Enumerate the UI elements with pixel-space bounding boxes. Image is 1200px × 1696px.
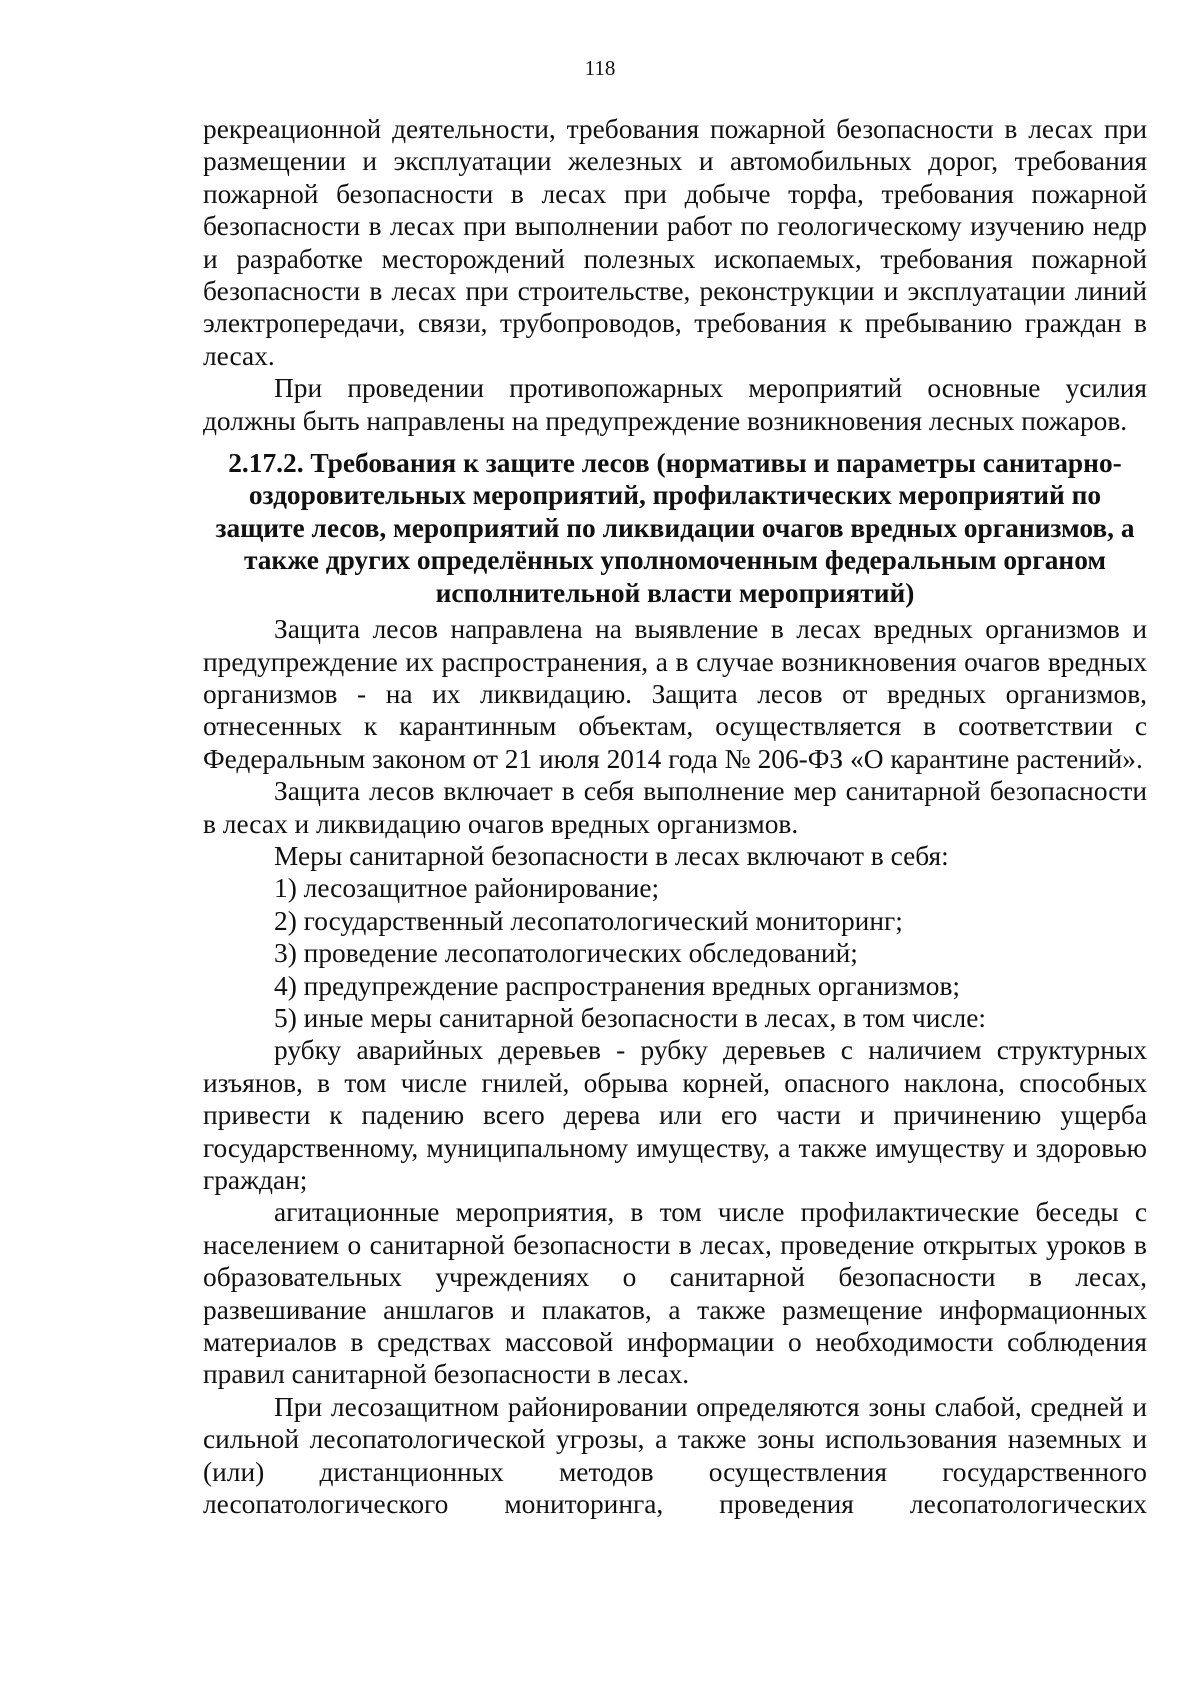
paragraph-forest-protection-purpose: Защита лесов направлена на выявление в лесах вредных организмов и предупреждение их распространения, а в случае возникновения очагов вредных организмов - на их ликвидацию. Защита лесов от вредных организмов, отнесенных к карантинным объектам, осуществляется в соответствии с Федеральным законом от 21 июля 2014 года № 206-ФЗ «О карантине растений».: [203, 614, 1147, 774]
paragraph-measures-intro: Меры санитарной безопасности в лесах включают в себя:: [274, 840, 949, 871]
document-body: [203, 113, 1147, 1520]
paragraph-fire-prevention: При проведении противопожарных мероприятий основные усилия должны быть направлены на предупреждение возникновения лесных пожаров.: [203, 373, 1147, 436]
paragraph-forest-protection-scope: Защита лесов включает в себя выполнение мер санитарной безопасности в лесах и ликвидацию очагов вредных организмов.: [203, 776, 1147, 839]
paragraph-awareness-measures: агитационные мероприятия, в том числе профилактические беседы с населением о санитарной безопасности в лесах, проведение открытых уроков в образовательных учреждениях о санитарной безопасности в лесах, развешивание аншлагов и плакатов, а также размещение информационных материалов в средствах массовой информации о необходимости соблюдения правил санитарной безопасности в лесах.: [203, 1197, 1147, 1390]
paragraph-zoning: При лесозащитном районировании определяются зоны слабой, средней и сильной лесопатологической угрозы, а также зоны использования наземных и (или) дистанционных методов осуществления государственного лесопатологического мониторинга, проведения лесопатологических: [203, 1391, 1147, 1520]
list-item: 1) лесозащитное районирование;: [274, 873, 660, 904]
page-number: 118: [584, 56, 616, 80]
list-item: 5) иные меры санитарной безопасности в лесах, в том числе:: [274, 1002, 986, 1033]
list-item: 2) государственный лесопатологический мониторинг;: [274, 905, 903, 936]
section-heading: 2.17.2. Требования к защите лесов (нормативы и параметры санитарно-оздоровительных мероприятий, профилактических мероприятий по защите лесов, мероприятий по ликвидации очагов вредных организмов, а также других определённых уполномоченным федеральным органом исполнительной власти мероприятий): [215, 448, 1135, 608]
paragraph-fire-safety-continuation: рекреационной деятельности, требования пожарной безопасности в лесах при размещении и эксплуатации железных и автомобильных дорог, требования пожарной безопасности в лесах при добыче торфа, требования пожарной безопасности в лесах при выполнении работ по геологическому изучению недр и разработке месторождений полезных ископаемых, требования пожарной безопасности в лесах при строительстве, реконструкции и эксплуатации линий электропередачи, связи, трубопроводов, требования к пребыванию граждан в лесах.: [203, 114, 1147, 371]
list-item: 3) проведение лесопатологических обследований;: [274, 938, 858, 969]
list-item: 4) предупреждение распространения вредных организмов;: [274, 970, 960, 1001]
paragraph-emergency-tree-felling: рубку аварийных деревьев - рубку деревьев с наличием структурных изъянов, в том числе гнилей, обрыва корней, опасного наклона, способных привести к падению всего дерева или его части и причинению ущерба государственному, муниципальному имуществу, а также имуществу и здоровью граждан;: [203, 1035, 1147, 1195]
